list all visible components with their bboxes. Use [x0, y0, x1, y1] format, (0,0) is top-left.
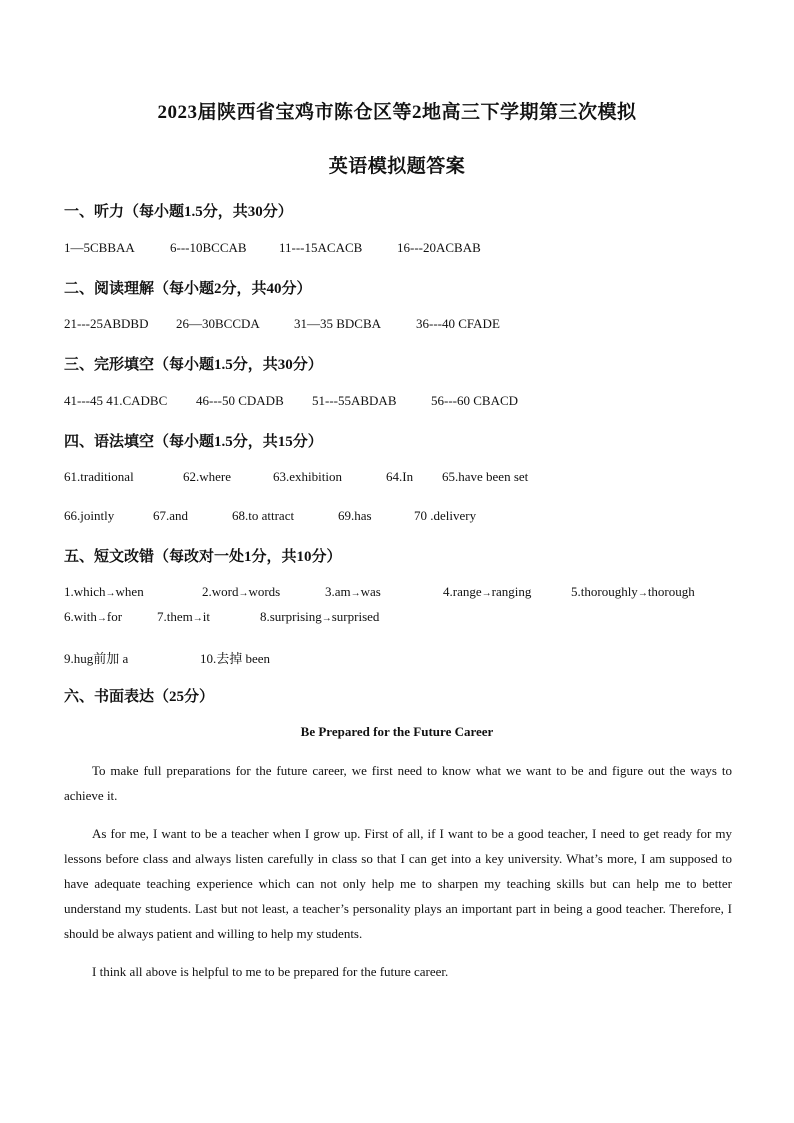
section-heading-correction: 五、短文改错（每改对一处1分，共10分） — [64, 549, 342, 565]
correction-from: 1.which — [64, 584, 106, 599]
correction-item — [202, 584, 280, 600]
arrow-right-icon: → — [321, 613, 332, 624]
grammar-answer: 61.traditional — [64, 469, 134, 484]
section-heading-listening: 一、听力（每小题1.5分，共30分） — [64, 204, 293, 220]
answer-group: 1—5CBBAA — [64, 240, 135, 255]
arrow-right-icon: → — [238, 588, 249, 599]
answer-group: 51---55ABDAB — [312, 393, 397, 408]
section-heading-reading: 二、阅读理解（每小题2分，共40分） — [64, 281, 312, 297]
grammar-answer: 67.and — [153, 508, 189, 523]
essay-paragraph — [64, 959, 732, 984]
section-heading-cloze: 三、完形填空（每小题1.5分，共30分） — [64, 357, 323, 373]
correction-item — [443, 584, 531, 600]
grammar-answer: 69.has — [338, 508, 372, 523]
answer-group: 41---45 41.CADBC — [64, 393, 168, 408]
correction-to: thorough — [647, 584, 695, 599]
section-heading-grammar: 四、语法填空（每小题1.5分，共15分） — [64, 434, 323, 450]
correction-from: 4.range — [443, 584, 482, 599]
correction-from: 6.with — [64, 609, 97, 624]
arrow-right-icon: → — [105, 588, 116, 599]
grammar-answer: 68.to attract — [232, 508, 295, 523]
correction-to: was — [360, 584, 381, 599]
grammar-answer: 63.exhibition — [273, 469, 342, 484]
grammar-answer: 70 .delivery — [414, 508, 477, 523]
arrow-right-icon: → — [192, 613, 203, 624]
correction-to: for — [106, 609, 123, 624]
answer-group: 16---20ACBAB — [397, 240, 481, 255]
answer-group: 11---15ACACB — [279, 240, 363, 255]
answer-group: 26—30BCCDA — [176, 316, 260, 331]
answer-group: 56---60 CBACD — [431, 393, 519, 408]
correction-item — [260, 609, 379, 625]
page-subtitle: 英语模拟题答案 — [328, 156, 466, 177]
correction-item — [325, 584, 381, 600]
essay-title: Be Prepared for the Future Career — [300, 724, 494, 739]
essay-paragraph — [64, 821, 732, 946]
correction-from: 7.them — [157, 609, 193, 624]
correction-from: 8.surprising — [260, 609, 322, 624]
correction-to: when — [115, 584, 144, 599]
grammar-answer: 65.have been set — [442, 469, 529, 484]
arrow-right-icon: → — [350, 588, 361, 599]
correction-to: words — [248, 584, 281, 599]
essay-paragraph — [64, 758, 732, 808]
correction-item — [64, 609, 122, 625]
correction-item — [157, 609, 210, 625]
correction-from: 3.am — [325, 584, 351, 599]
answer-group: 31—35 BDCBA — [294, 316, 382, 331]
section-heading-writing: 六、书面表达（25分） — [64, 689, 215, 705]
arrow-right-icon: → — [96, 613, 107, 624]
grammar-answer: 62.where — [183, 469, 232, 484]
correction-item: 10.去掉 been — [200, 651, 271, 666]
essay-paragraph-text: As for me, I want to be a teacher when I grow up. First of all, if I want to be a good teacher, I need to get ready for my lessons before class and always listen carefully in class so that I can get into a key university. What’s more, I am supposed to have adequate teaching experience which can not only help me to sharpen my teaching skills but can help me to better understand my students. Last but not least, a teacher’s personality plays an important part in being a good teacher. Therefore, I should be always patient and willing to help my students. — [64, 826, 732, 941]
arrow-right-icon: → — [481, 588, 492, 599]
essay-paragraph-text: I think all above is helpful to me to be prepared for the future career. — [92, 964, 449, 979]
answer-group: 46---50 CDADB — [196, 393, 284, 408]
grammar-answer: 64.In — [386, 469, 414, 484]
essay-paragraph-text: To make full preparations for the future career, we first need to know what we want to be and figure out the ways to achieve it. — [64, 763, 732, 803]
correction-to: surprised — [331, 609, 380, 624]
correction-to: ranging — [491, 584, 532, 599]
correction-from: 5.thoroughly — [571, 584, 638, 599]
correction-from: 2.word — [202, 584, 239, 599]
correction-item: 9.hug前加 a — [64, 651, 129, 666]
grammar-answer: 66.jointly — [64, 508, 115, 523]
correction-item — [571, 584, 695, 600]
correction-item — [64, 584, 144, 600]
arrow-right-icon: → — [637, 588, 648, 599]
correction-to: it — [202, 609, 210, 624]
answer-group: 21---25ABDBD — [64, 316, 149, 331]
answer-group: 6---10BCCAB — [170, 240, 247, 255]
page-title: 2023届陕西省宝鸡市陈仓区等2地高三下学期第三次模拟 — [157, 102, 637, 123]
answer-group: 36---40 CFADE — [416, 316, 500, 331]
